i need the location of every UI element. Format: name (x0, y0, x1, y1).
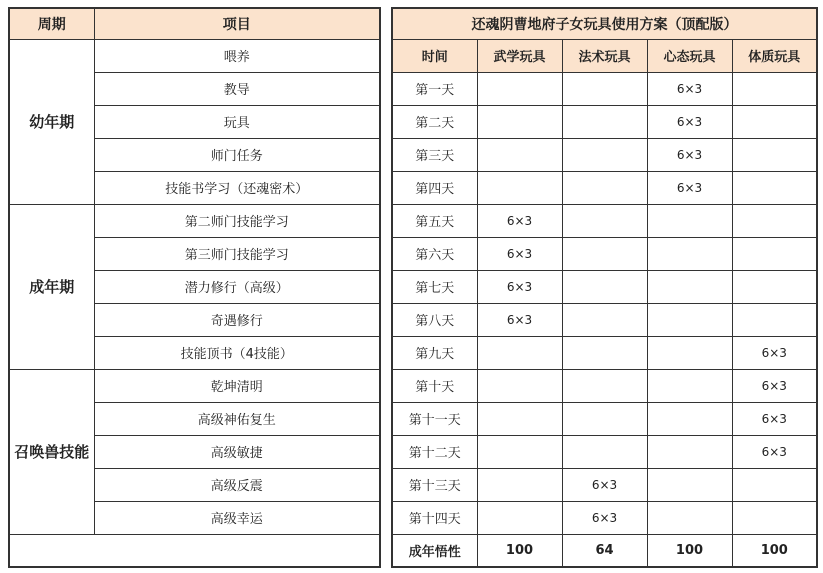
toy-amount-cell (477, 72, 562, 105)
day-row (392, 402, 817, 435)
day-row (392, 171, 817, 204)
period-cell: 幼年期 (9, 39, 94, 204)
left-header-row (9, 8, 380, 39)
day-row (392, 105, 817, 138)
day-row (392, 468, 817, 501)
day-cell: 第五天 (392, 204, 477, 237)
toy-amount-cell (732, 270, 817, 303)
toy-amount-cell (647, 303, 732, 336)
toy-amount-cell (477, 468, 562, 501)
toy-amount-cell (732, 501, 817, 534)
column-header: 法术玩具 (562, 39, 647, 72)
toy-amount-cell (562, 402, 647, 435)
day-cell: 第八天 (392, 303, 477, 336)
day-cell: 第七天 (392, 270, 477, 303)
toy-amount-cell: 6×3 (732, 435, 817, 468)
day-cell: 第十一天 (392, 402, 477, 435)
day-cell: 第二天 (392, 105, 477, 138)
toy-amount-cell: 6×3 (732, 402, 817, 435)
toy-amount-cell: 6×3 (562, 468, 647, 501)
day-cell: 第十二天 (392, 435, 477, 468)
item-cell: 技能书学习（还魂密术） (94, 171, 380, 204)
item-cell: 技能顶书（4技能） (94, 336, 380, 369)
toy-amount-cell (477, 171, 562, 204)
toy-amount-cell (562, 138, 647, 171)
day-row (392, 303, 817, 336)
item-cell: 第二师门技能学习 (94, 204, 380, 237)
item-row (9, 39, 380, 72)
toy-amount-cell: 6×3 (477, 270, 562, 303)
summary-value: 64 (562, 534, 647, 567)
item-cell: 乾坤清明 (94, 369, 380, 402)
toy-amount-cell (477, 138, 562, 171)
toy-amount-cell (562, 303, 647, 336)
item-cell: 师门任务 (94, 138, 380, 171)
toy-amount-cell (647, 204, 732, 237)
toy-amount-cell (562, 237, 647, 270)
toy-amount-cell: 6×3 (732, 336, 817, 369)
toy-amount-cell (562, 204, 647, 237)
table-title: 还魂阴曹地府子女玩具使用方案（顶配版） (392, 8, 817, 39)
title-row (392, 8, 817, 39)
item-cell: 喂养 (94, 39, 380, 72)
toy-amount-cell (732, 105, 817, 138)
toy-amount-cell (477, 369, 562, 402)
left-blank-row (9, 534, 380, 567)
toy-amount-cell (562, 171, 647, 204)
summary-value: 100 (732, 534, 817, 567)
toy-amount-cell: 6×3 (477, 303, 562, 336)
toy-amount-cell (647, 270, 732, 303)
item-cell: 高级幸运 (94, 501, 380, 534)
item-header: 项目 (94, 8, 380, 39)
day-cell: 第九天 (392, 336, 477, 369)
column-header: 体质玩具 (732, 39, 817, 72)
day-row (392, 72, 817, 105)
blank-cell (9, 534, 380, 567)
toy-amount-cell (647, 369, 732, 402)
toy-amount-cell (647, 237, 732, 270)
plan-items-table (8, 7, 381, 568)
toy-amount-cell (732, 72, 817, 105)
day-cell: 第十四天 (392, 501, 477, 534)
toy-amount-cell (562, 105, 647, 138)
item-cell: 玩具 (94, 105, 380, 138)
day-cell: 第三天 (392, 138, 477, 171)
day-cell: 第一天 (392, 72, 477, 105)
toy-amount-cell (562, 72, 647, 105)
toy-amount-cell (732, 138, 817, 171)
item-cell: 潜力修行（高级） (94, 270, 380, 303)
day-row (392, 138, 817, 171)
item-cell: 高级敏捷 (94, 435, 380, 468)
item-row (9, 369, 380, 402)
toy-amount-cell (647, 336, 732, 369)
summary-row (392, 534, 817, 567)
toy-amount-cell (562, 369, 647, 402)
item-row (9, 204, 380, 237)
toy-amount-cell: 6×3 (562, 501, 647, 534)
day-row (392, 501, 817, 534)
column-header-row (392, 39, 817, 72)
day-row (392, 237, 817, 270)
item-cell: 教导 (94, 72, 380, 105)
day-row (392, 336, 817, 369)
toy-amount-cell (477, 336, 562, 369)
item-cell: 奇遇修行 (94, 303, 380, 336)
period-cell: 成年期 (9, 204, 94, 369)
item-cell: 第三师门技能学习 (94, 237, 380, 270)
summary-value: 100 (477, 534, 562, 567)
toy-amount-cell (562, 336, 647, 369)
toy-amount-cell: 6×3 (647, 171, 732, 204)
period-cell: 召唤兽技能 (9, 369, 94, 534)
toy-amount-cell: 6×3 (647, 138, 732, 171)
day-cell: 第六天 (392, 237, 477, 270)
toy-amount-cell (732, 204, 817, 237)
item-cell: 高级神佑复生 (94, 402, 380, 435)
toy-amount-cell (647, 501, 732, 534)
toy-amount-cell (647, 435, 732, 468)
toy-amount-cell: 6×3 (732, 369, 817, 402)
toy-amount-cell: 6×3 (477, 237, 562, 270)
toy-amount-cell (562, 270, 647, 303)
toy-amount-cell: 6×3 (647, 105, 732, 138)
item-cell: 高级反震 (94, 468, 380, 501)
toy-amount-cell: 6×3 (477, 204, 562, 237)
column-header: 武学玩具 (477, 39, 562, 72)
period-header: 周期 (9, 8, 94, 39)
day-cell: 第十天 (392, 369, 477, 402)
toy-amount-cell (562, 435, 647, 468)
toy-amount-cell (477, 105, 562, 138)
column-header: 时间 (392, 39, 477, 72)
toy-amount-cell (647, 402, 732, 435)
toy-amount-cell (477, 402, 562, 435)
toy-amount-cell: 6×3 (647, 72, 732, 105)
toy-usage-table (391, 7, 818, 568)
toy-amount-cell (732, 303, 817, 336)
toy-amount-cell (732, 468, 817, 501)
toy-amount-cell (477, 435, 562, 468)
toy-amount-cell (647, 468, 732, 501)
summary-value: 100 (647, 534, 732, 567)
summary-label: 成年悟性 (392, 534, 477, 567)
day-row (392, 270, 817, 303)
day-cell: 第十三天 (392, 468, 477, 501)
toy-amount-cell (477, 501, 562, 534)
day-row (392, 204, 817, 237)
day-cell: 第四天 (392, 171, 477, 204)
column-header: 心态玩具 (647, 39, 732, 72)
toy-amount-cell (732, 237, 817, 270)
day-row (392, 369, 817, 402)
day-row (392, 435, 817, 468)
toy-amount-cell (732, 171, 817, 204)
